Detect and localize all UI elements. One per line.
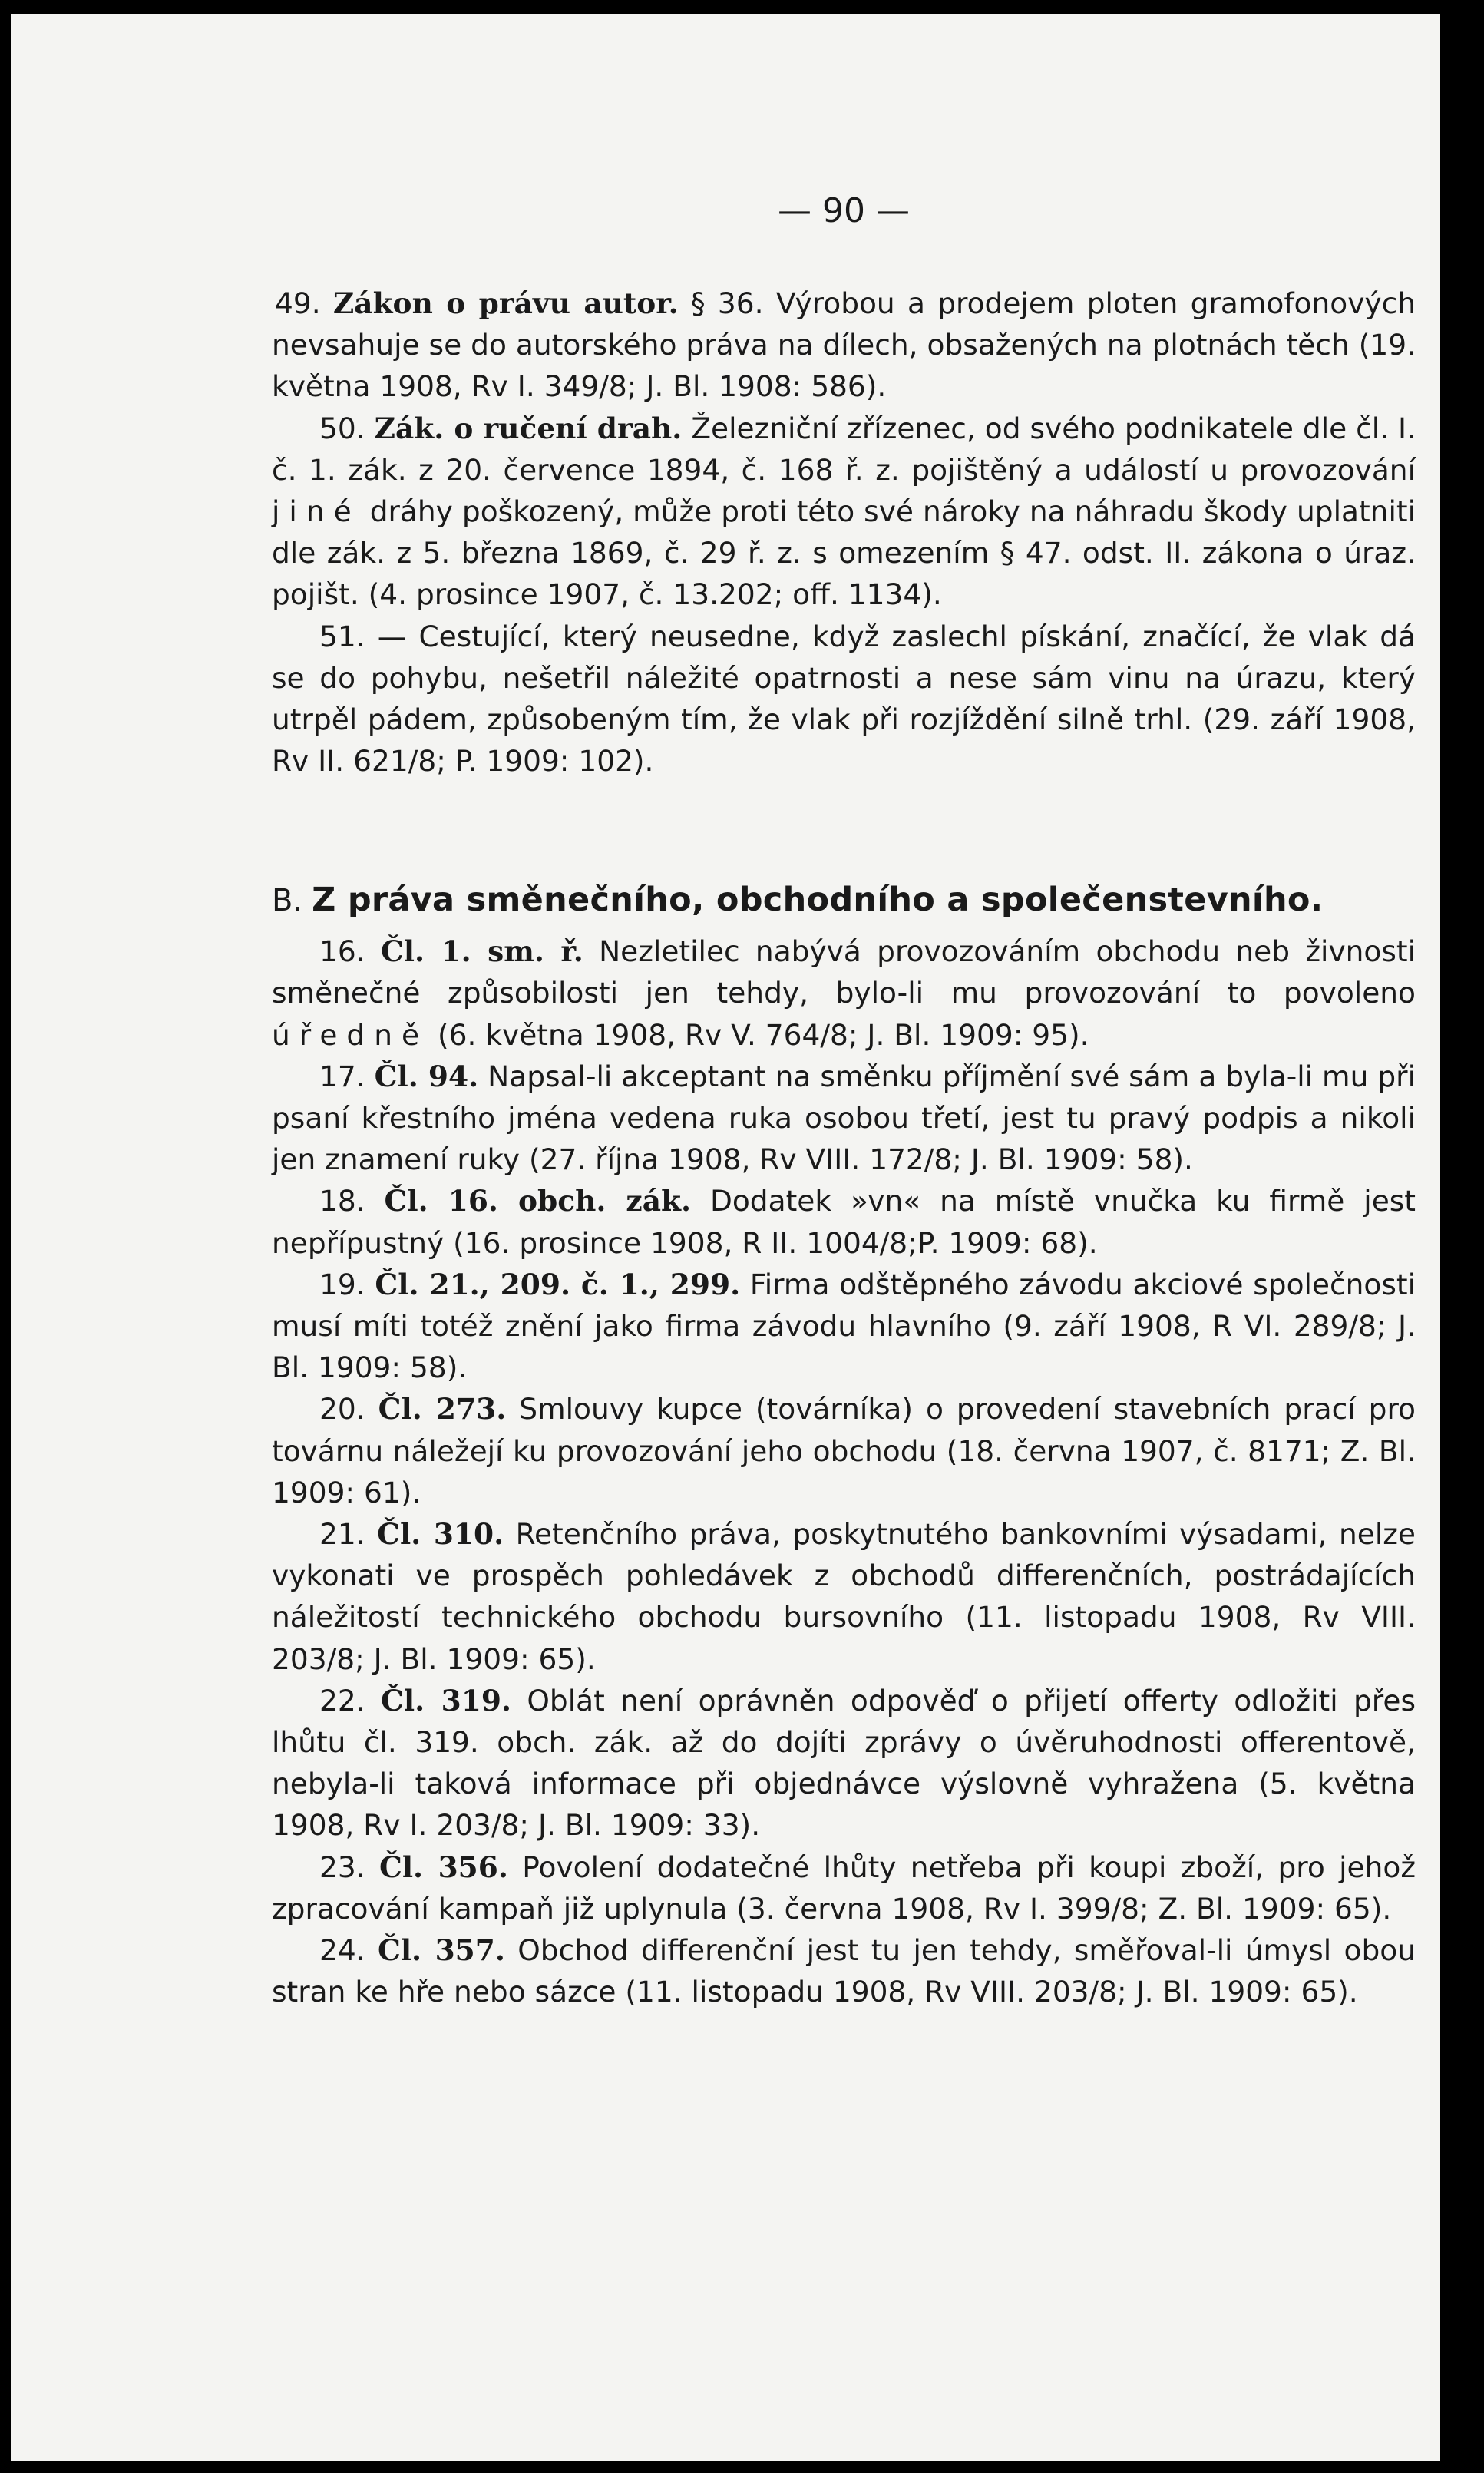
entry-text: Dodatek »vn« na místě vnučka ku firmě jest nepřípustný (16. prosince 1908, R II. 1004/8;P. 1909: 68). <box>272 1184 1416 1260</box>
entry-text: § 36. Výrobou a prodejem ploten gramofonových nevsahuje se do autorského práva na dílech, obsažených na plotnách těch (19. května 1908, Rv I. 349/8; J. Bl. 1908: 586). <box>272 286 1416 404</box>
entry-text: Retenčního práva, poskytnutého bankovními výsadami, nelze vykonati ve prospěch pohledávek z obchodů differenčních, postrádajících náležitostí technického obchodu bursovního (11. listopadu 1908, Rv VIII. 203/8; J. Bl. 1909: 65). <box>272 1517 1416 1676</box>
entry-text: Povolení dodatečné lhůty netřeba při koupi zboží, pro jehož zpracování kampaň již uplynula (3. června 1908, Rv I. 399/8; Z. Bl. 1909: 65). <box>272 1850 1416 1926</box>
entry-number: 20. <box>319 1392 365 1427</box>
entry-text: Obchod differenční jest tu jen tehdy, směřoval-li úmysl obou stran ke hře nebo sázce (11. listopadu 1908, Rv VIII. 203/8; J. Bl. 1909: 65). <box>272 1933 1416 2009</box>
section-title: Z práva směnečního, obchodního a společenstevního. <box>312 881 1324 919</box>
entry-law-title: Čl. 21., 209. č. 1., 299. <box>375 1267 741 1301</box>
entry-text: — Cestující, který neusedne, když zaslechl pískání, značící, že vlak dá se do pohybu, nešetřil náležité opatrnosti a nese sám vinu na úrazu, který utrpěl pádem, způsobeným tím, že vlak při rozjíždění silně trhl. (29. září 1908, Rv II. 621/8; P. 1909: 102). <box>272 619 1416 779</box>
entry-text: Nezletilec nabývá provozováním obchodu neb živnosti směnečné způsobilosti jen tehdy, bylo-li mu provozování to povoleno <box>272 934 1416 1010</box>
entry-number: 19. <box>319 1267 365 1301</box>
entry-text: Firma odštěpného závodu akciové společnosti musí míti totéž znění jako firma závodu hlavního (9. září 1908, R VI. 289/8; J. Bl. 1909: 58). <box>272 1267 1416 1385</box>
section-letter: B. <box>272 883 303 918</box>
entry-number: 22. <box>319 1683 365 1718</box>
entry-number: 23. <box>319 1850 365 1884</box>
entry-21 <box>272 1513 1416 1680</box>
section-heading <box>272 879 1416 921</box>
entry-49 <box>272 283 1416 408</box>
entry-law-title: Čl. 357. <box>377 1933 505 1968</box>
entry-number: 18. <box>319 1184 365 1218</box>
entry-text-continued: dráhy poškozený, může proti této své nároky na náhradu škody uplatniti dle zák. z 5. března 1869, č. 29 ř. z. s omezením § 47. odst. II. zákona o úraz. pojišt. (4. prosince 1907, č. 13.202; off. 1134). <box>272 494 1416 612</box>
entry-law-title: Zákon o právu autor. <box>332 286 679 320</box>
entry-number: 17. <box>319 1059 365 1093</box>
entry-50 <box>272 408 1416 616</box>
entry-text: Smlouvy kupce (továrníka) o provedení stavebních prací pro továrnu náležejí ku provozování jeho obchodu (18. června 1907, č. 8171; Z. Bl. 1909: 61). <box>272 1392 1416 1509</box>
entry-law-title: Čl. 319. <box>381 1683 512 1718</box>
entry-number: 21. <box>319 1517 365 1552</box>
entry-23 <box>272 1846 1416 1929</box>
entry-22 <box>272 1680 1416 1846</box>
entry-law-title: Čl. 16. obch. zák. <box>384 1184 692 1218</box>
entry-text-continued: (6. května 1908, Rv V. 764/8; J. Bl. 1909: 95). <box>428 1017 1089 1052</box>
entry-number: 50. <box>319 411 365 445</box>
entry-number: 51. <box>319 619 365 653</box>
entry-text: Oblát není oprávněn odpověď o přijetí offerty odložiti přes lhůtu čl. 319. obch. zák. až do dojíti zprávy o úvěruhodnosti offerentově, nebyla-li taková informace při objednávce výslovně vyhražena (5. května 1908, Rv I. 203/8; J. Bl. 1909: 33). <box>272 1683 1416 1843</box>
entry-18 <box>272 1180 1416 1263</box>
entry-law-title: Čl. 273. <box>378 1392 507 1427</box>
entry-number: 24. <box>319 1933 365 1968</box>
entry-17 <box>272 1056 1416 1181</box>
entry-law-title: Čl. 94. <box>374 1059 479 1093</box>
entry-text: Napsal-li akceptant na směnku příjmění své sám a byla-li mu při psaní křestního jména vedena ruka osobou třetí, jest tu pravý podpis a nikoli jen znamení ruky (27. října 1908, Rv VIII. 172/8; J. Bl. 1909: 58). <box>272 1059 1416 1177</box>
entry-20 <box>272 1388 1416 1513</box>
entry-emphasis: úředně <box>272 1017 429 1052</box>
entry-number: 16. <box>319 934 365 969</box>
entry-emphasis: jiné <box>272 494 361 529</box>
section-b <box>272 870 1416 2012</box>
entry-law-title: Čl. 356. <box>378 1850 508 1884</box>
entry-24 <box>272 1929 1416 2012</box>
entry-number: 49. <box>275 286 321 320</box>
entry-51 <box>272 616 1416 782</box>
section-a-entries <box>272 283 1416 782</box>
entry-law-title: Čl. 310. <box>377 1517 504 1552</box>
entry-16 <box>272 931 1416 1056</box>
entry-text: Železniční zřízenec, od svého podnikatele dle čl. I. č. 1. zák. z 20. července 1894, č. 168 ř. z. pojištěný a událostí u provozování <box>272 411 1416 487</box>
page <box>11 14 1440 2461</box>
page-number: — 90 — <box>778 191 910 230</box>
entry-law-title: Zák. o ručení drah. <box>374 411 683 445</box>
entry-law-title: Čl. 1. sm. ř. <box>380 934 583 969</box>
entry-19 <box>272 1264 1416 1389</box>
